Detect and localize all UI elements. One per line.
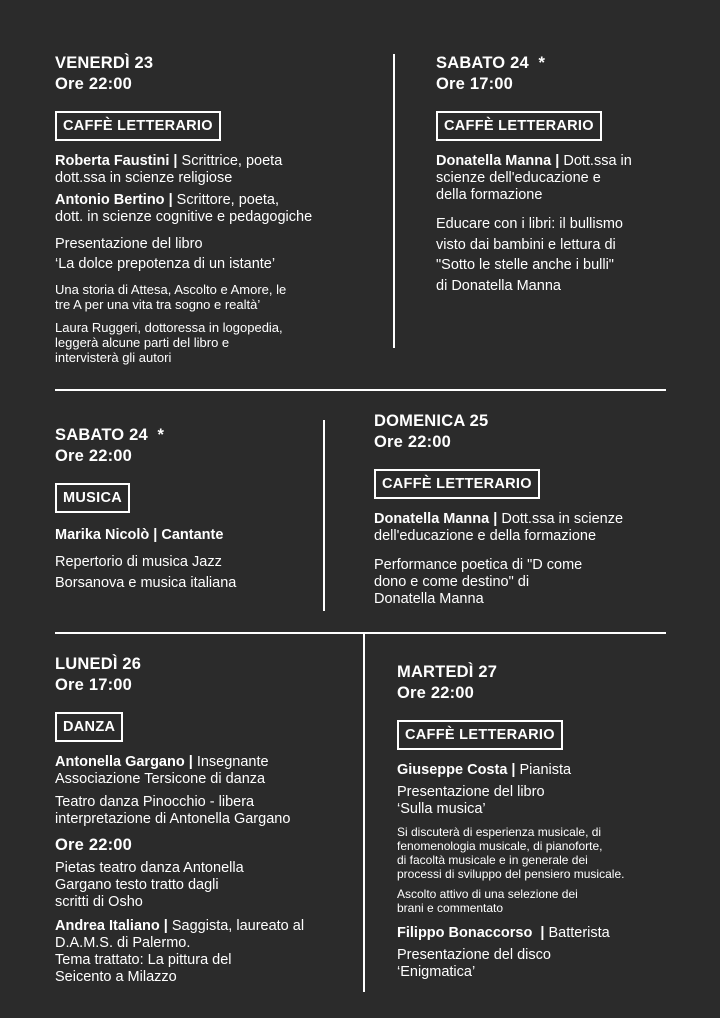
category-tag: CAFFÈ LETTERARIO <box>397 720 563 750</box>
event-description <box>436 214 686 296</box>
presentation-line: Presentazione del libro <box>55 236 203 252</box>
book-description <box>55 282 385 312</box>
speaker-role: Scrittore, poeta, <box>172 192 280 208</box>
description-line: Una storia di Attesa, Ascolto e Amore, le <box>55 282 287 297</box>
speaker-role-cont: dott.ssa in scienze religiose <box>55 170 233 186</box>
book-presentation <box>397 784 697 818</box>
speaker-filippo-bonaccorso <box>397 925 697 942</box>
event-venerdi-23 <box>55 53 385 365</box>
description-line: fenomenologia musicale, di pianoforte, <box>397 839 603 853</box>
divider-vertical-top <box>393 54 395 348</box>
speaker-role-cont: Associazione Tersicone di danza <box>55 771 266 787</box>
description-line: Repertorio di musica Jazz <box>55 554 222 570</box>
presentation-line: Presentazione del libro <box>397 784 545 800</box>
description-line: Tema trattato: La pittura del <box>55 952 232 968</box>
speaker-name: Andrea Italiano | <box>55 918 168 934</box>
description-line: di facoltà musicale e in generale dei <box>397 853 588 867</box>
book-description <box>397 825 697 881</box>
description-line: interpretazione di Antonella Gargano <box>55 811 291 827</box>
speaker-role: Saggista, laureato al <box>167 918 305 934</box>
event-description-second <box>55 860 355 911</box>
speaker-name: Donatella Manna | <box>436 153 560 169</box>
speaker-name: Antonio Bertino | <box>55 192 173 208</box>
description-line: Performance poetica di "D come <box>374 557 583 573</box>
description-line: Educare con i libri: il bullismo <box>436 216 623 232</box>
divider-horizontal-2 <box>55 632 666 634</box>
event-day: DOMENICA 25 <box>374 412 489 430</box>
book-title: ‘La dolce prepotenza di un istante’ <box>55 256 276 272</box>
event-day: SABATO 24 * <box>55 426 165 444</box>
speaker-role: Batterista <box>544 925 610 941</box>
speaker-donatella-manna <box>436 153 686 204</box>
event-time: Ore 17:00 <box>436 75 514 93</box>
note-line: leggerà alcune parti del libro e <box>55 335 230 350</box>
event-time: Ore 17:00 <box>55 676 133 694</box>
description-line: processi di sviluppo del pensiero musicale. <box>397 867 625 881</box>
note-line: Ascolto attivo di una selezione dei <box>397 887 578 901</box>
event-martedi-27 <box>397 662 697 981</box>
speaker-antonella-gargano <box>55 754 355 788</box>
event-time: Ore 22:00 <box>55 447 133 465</box>
event-domenica-25 <box>374 411 674 608</box>
description-line: Pietas teatro danza Antonella <box>55 860 244 876</box>
disc-presentation <box>397 947 697 981</box>
description-line: Gargano testo tratto dagli <box>55 877 219 893</box>
event-day: SABATO 24 * <box>436 54 546 72</box>
event-time: Ore 22:00 <box>55 75 133 93</box>
note-line: Laura Ruggeri, dottoressa in logopedia, <box>55 320 283 335</box>
listening-note <box>397 887 697 915</box>
speaker-role-cont: scienze dell'educazione e <box>436 170 601 186</box>
description-line: Seicento a Milazzo <box>55 969 177 985</box>
event-day: VENERDÌ 23 <box>55 54 154 72</box>
description-line: visto dai bambini e lettura di <box>436 236 616 253</box>
note-line: brani e commentato <box>397 901 504 915</box>
description-line: "Sotto le stelle anche i bulli" <box>436 257 614 273</box>
presentation-line: Presentazione del disco <box>397 947 551 963</box>
event-sabato-24-sera <box>55 425 315 593</box>
book-title: ‘Sulla musica’ <box>397 801 486 817</box>
speaker-antonio-bertino <box>55 192 385 226</box>
speaker-role-cont: dott. in scienze cognitive e pedagogiche <box>55 209 313 225</box>
speaker-roberta-faustini <box>55 153 385 187</box>
description-line: Si discuterà di esperienza musicale, di <box>397 825 602 839</box>
description-line: Borsanova e musica italiana <box>55 574 237 591</box>
category-tag: CAFFÈ LETTERARIO <box>374 469 540 499</box>
description-line: Donatella Manna <box>374 591 484 607</box>
speaker-name: Roberta Faustini | <box>55 153 178 169</box>
divider-vertical-middle <box>323 420 325 611</box>
speaker-role-cont: D.A.M.S. di Palermo. <box>55 935 191 951</box>
description-line: tre A per una vita tra sogno e realtà’ <box>55 297 261 312</box>
description-line: Teatro danza Pinocchio - libera <box>55 794 255 810</box>
category-tag: MUSICA <box>55 483 130 513</box>
speaker-role: Dott.ssa in <box>559 153 632 169</box>
event-day: MARTEDÌ 27 <box>397 663 498 681</box>
speaker-andrea-italiano <box>55 918 355 986</box>
book-presentation <box>55 234 385 274</box>
event-sabato-24-pomeriggio <box>436 53 686 296</box>
speaker-name: Antonella Gargano | <box>55 754 193 770</box>
speaker-role: Insegnante <box>192 754 269 770</box>
speaker-role-cont: della formazione <box>436 187 543 203</box>
event-time-second: Ore 22:00 <box>55 836 133 854</box>
divider-vertical-bottom <box>363 634 365 992</box>
category-tag: CAFFÈ LETTERARIO <box>55 111 221 141</box>
disc-title: ‘Enigmatica’ <box>397 964 476 980</box>
event-description <box>55 552 315 593</box>
speaker-giuseppe-costa <box>397 762 697 779</box>
note-line: intervisterà gli autori <box>55 350 172 365</box>
reading-note <box>55 320 385 365</box>
category-tag: CAFFÈ LETTERARIO <box>436 111 602 141</box>
event-time: Ore 22:00 <box>397 684 475 702</box>
speaker-role-cont: dell'educazione e della formazione <box>374 528 597 544</box>
speaker-role: Dott.ssa in scienze <box>497 511 624 527</box>
event-description <box>55 794 355 828</box>
description-line: di Donatella Manna <box>436 277 561 294</box>
performer-marika-nicolo <box>55 527 315 544</box>
event-time: Ore 22:00 <box>374 433 452 451</box>
speaker-role: Scrittrice, poeta <box>177 153 283 169</box>
description-line: dono e come destino" di <box>374 574 530 590</box>
category-tag: DANZA <box>55 712 123 742</box>
event-day: LUNEDÌ 26 <box>55 655 142 673</box>
event-description <box>374 557 674 608</box>
description-line: scritti di Osho <box>55 894 143 910</box>
speaker-role: Pianista <box>515 762 572 778</box>
speaker-name: Donatella Manna | <box>374 511 498 527</box>
event-lunedi-26 <box>55 654 355 986</box>
speaker-name: Filippo Bonaccorso | <box>397 925 545 941</box>
divider-horizontal-1 <box>55 389 666 391</box>
speaker-name: Giuseppe Costa | <box>397 762 516 778</box>
speaker-donatella-manna <box>374 511 674 545</box>
performer-name: Marika Nicolò | Cantante <box>55 527 224 543</box>
